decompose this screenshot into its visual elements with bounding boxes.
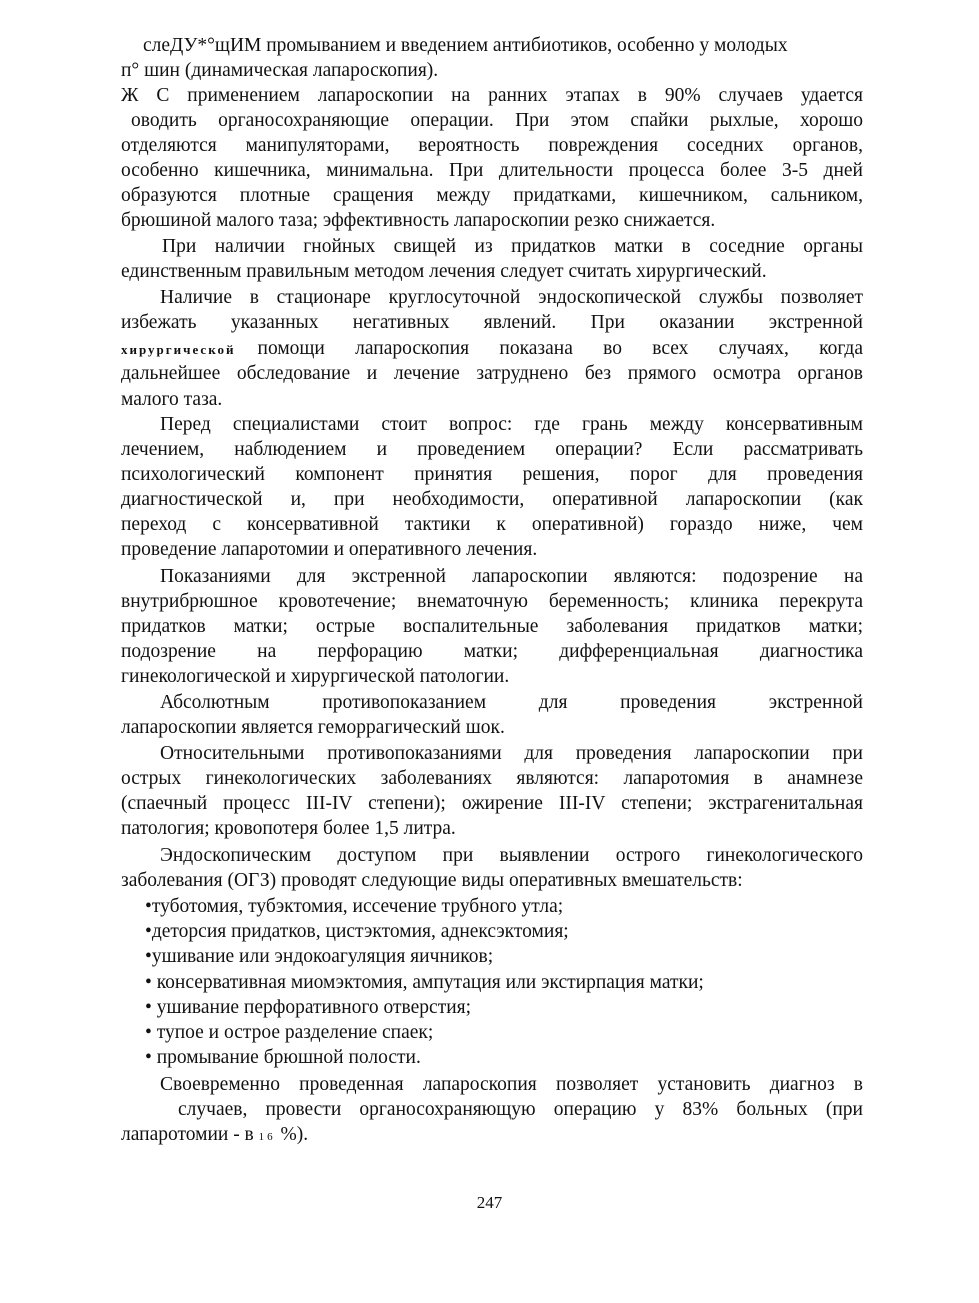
- text-line: оводить органосохраняющие операции. При этом спайки рыхлые, хорошо: [131, 110, 863, 131]
- bullet-item: • тупое и острое разделение спаек;: [145, 1022, 434, 1043]
- text-line: психологический компонент принятия решения, порог для проведения: [121, 464, 863, 485]
- paragraph-first-line: Показаниями для экстренной лапароскопии являются: подозрение на: [160, 566, 863, 587]
- text-line: малого таза.: [121, 389, 223, 410]
- text-line: (спаечный процесс III-IV степени); ожирение III-IV степени; экстрагенитальная: [121, 793, 863, 814]
- text-line: случаев, провести органосохраняющую операцию у 83% больных (при: [178, 1099, 863, 1120]
- text-line: образуются плотные сращения между придатками, кишечником, сальником,: [121, 185, 863, 206]
- text-line: переход с консервативной тактики к оперативной) гораздо ниже, чем: [121, 514, 863, 535]
- bullet-item: •ушивание или эндокоагуляция яичников;: [145, 946, 494, 967]
- text-line: [121, 1122, 308, 1151]
- paragraph-first-line: Абсолютным противопоказанием для проведения экстренной: [160, 692, 863, 713]
- page-number: 247: [476, 1193, 503, 1212]
- text-span: %).: [280, 1124, 309, 1145]
- text-line: придатков матки; острые воспалительные заболевания придатков матки;: [121, 616, 863, 637]
- bullet-item: • консервативная миомэктомия, ампутация или экстирпация матки;: [145, 972, 704, 993]
- text-line: особенно кишечника, минимальна. При длительности процесса более 3-5 дней: [121, 160, 863, 181]
- paragraph-first-line: Перед специалистами стоит вопрос: где грань между консервативным: [160, 414, 863, 435]
- text-line: избежать указанных негативных явлений. При оказании экстренной: [121, 312, 863, 333]
- text-span: помощи лапароскопия показана во всех случаях, когда: [257, 338, 863, 359]
- text-line: диагностической и, при необходимости, оперативной лапароскопии (как: [121, 489, 863, 510]
- text-line: внутрибрюшное кровотечение; внематочную беременность; клиника перекрута: [121, 591, 863, 612]
- paragraph-first-line: Своевременно проведенная лапароскопия позволяет установить диагноз в: [160, 1074, 863, 1095]
- text-line: гинекологической и хирургической патологии.: [121, 666, 510, 687]
- text-line: дальнейшее обследование и лечение затруднено без прямого осмотра органов: [121, 363, 863, 384]
- text-line: лечением, наблюдением и проведением операции? Если рассматривать: [121, 439, 863, 460]
- paragraph-first-line: При наличии гнойных свищей из придатков матки в соседние органы: [162, 236, 863, 257]
- text-line: единственным правильным методом лечения следует считать хирургический.: [121, 261, 767, 282]
- text-line: подозрение на перфорацию матки; дифференциальная диагностика: [121, 641, 863, 662]
- bullet-item: •деторсия придатков, цистэктомия, аднексэктомия;: [145, 921, 569, 942]
- bullet-item: • промывание брюшной полости.: [145, 1047, 421, 1068]
- paragraph-first-line: Наличие в стационаре круглосуточной эндоскопической службы позволяет: [160, 287, 863, 308]
- text-span: лапаротомии - в: [121, 1124, 254, 1145]
- text-line: острых гинекологических заболеваниях являются: лапаротомия в анамнезе: [121, 768, 863, 789]
- small-number: 16: [258, 1131, 276, 1143]
- text-line: п° шин (динамическая лапароскопия).: [121, 60, 439, 81]
- text-line: отделяются манипуляторами, вероятность повреждения соседних органов,: [121, 135, 863, 156]
- bullet-item: • ушивание перфоративного отверстия;: [145, 997, 472, 1018]
- text-line: Ж С применением лапароскопии на ранних этапах в 90% случаев удается: [121, 85, 863, 106]
- text-line: патология; кровопотеря более 1,5 литра.: [121, 818, 456, 839]
- text-line: [121, 336, 863, 363]
- text-line: слеДУ*°щИМ промыванием и введением антибиотиков, особенно у молодых: [143, 35, 788, 56]
- paragraph-first-line: Относительными противопоказаниями для проведения лапароскопии при: [160, 743, 863, 764]
- text-line: лапароскопии является геморрагический шок.: [121, 717, 505, 738]
- text-line: проведение лапаротомии и оперативного лечения.: [121, 539, 538, 560]
- small-word: хирургической: [121, 342, 236, 357]
- paragraph-first-line: Эндоскопическим доступом при выявлении острого гинекологического: [160, 845, 863, 866]
- bullet-item: •туботомия, тубэктомия, иссечение трубного утла;: [145, 896, 564, 917]
- text-line: заболевания (ОГЗ) проводят следующие виды оперативных вмешательств:: [121, 870, 743, 891]
- text-line: брюшиной малого таза; эффективность лапароскопии резко снижается.: [121, 210, 716, 231]
